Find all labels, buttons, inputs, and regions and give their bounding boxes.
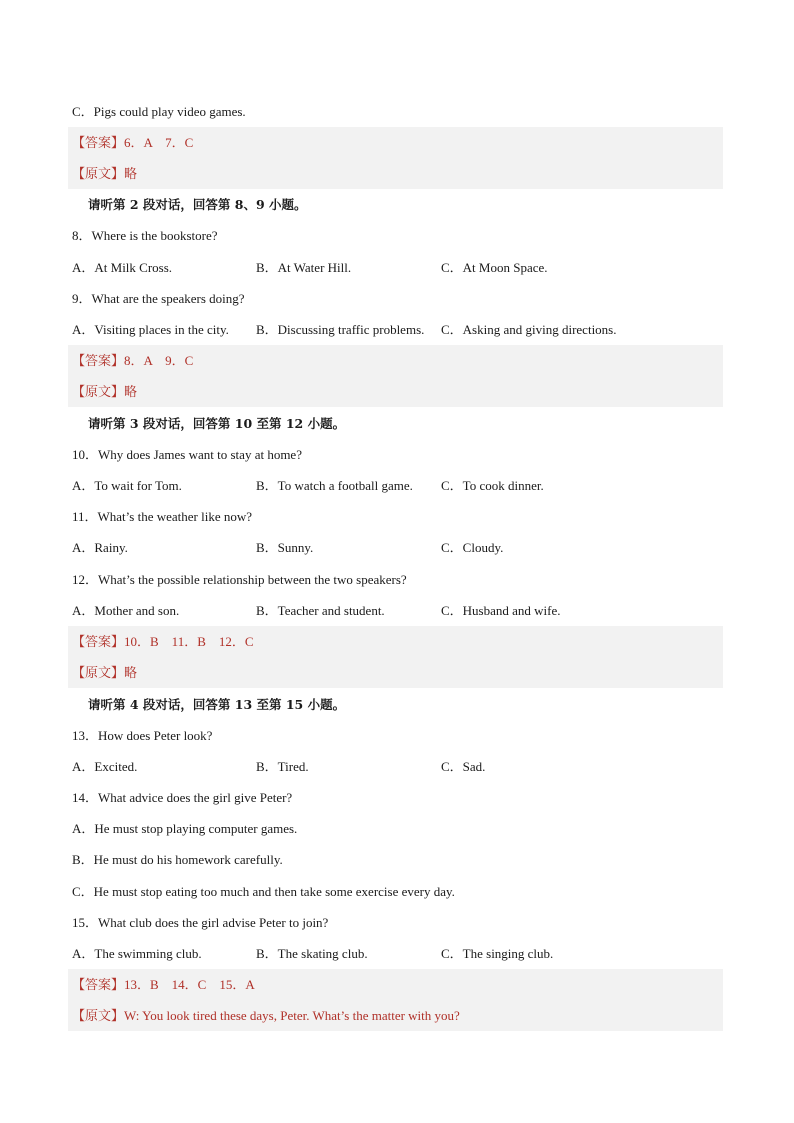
question-text: 9．What are the speakers doing? xyxy=(72,291,245,306)
option-b: B．Sunny. xyxy=(256,540,314,555)
option-a: A．Visiting places in the city. xyxy=(72,322,229,337)
source-tag: 【原文】 xyxy=(72,385,125,400)
source-text: 略 xyxy=(124,384,138,399)
question-text: 11．What’s the weather like now? xyxy=(72,509,253,524)
option-c: C．Husband and wife. xyxy=(441,603,561,618)
question-text: 13．How does Peter look? xyxy=(72,728,213,743)
section-heading: 请听第 4 段对话，回答第 13 至第 15 小题。 xyxy=(88,697,346,712)
option-a: A．At Milk Cross. xyxy=(72,260,173,275)
source-line xyxy=(72,382,722,402)
source-text: 略 xyxy=(124,166,138,181)
source-line xyxy=(72,1006,722,1026)
answer-text: 8．A 9．C xyxy=(124,353,194,368)
answer-text: 10．B 11．B 12．C xyxy=(124,634,254,649)
answer-line xyxy=(72,975,722,995)
option-a: A．The swimming club. xyxy=(72,946,202,961)
option-a: A．Rainy. xyxy=(72,540,128,555)
option-b: B．Teacher and student. xyxy=(256,603,385,618)
option-c: C．At Moon Space. xyxy=(441,260,548,275)
question-text: 12．What’s the possible relationship between the two speakers? xyxy=(72,572,407,587)
options-row xyxy=(72,757,722,777)
option-c: C．To cook dinner. xyxy=(441,478,544,493)
option-c: C．The singing club. xyxy=(441,946,554,961)
question-text: 15．What club does the girl advise Peter to join? xyxy=(72,915,329,930)
question-text: 14．What advice does the girl give Peter? xyxy=(72,790,293,805)
option-b: B．Tired. xyxy=(256,759,309,774)
option-b: B．The skating club. xyxy=(256,946,368,961)
source-tag: 【原文】 xyxy=(72,666,125,681)
source-text: W: You look tired these days, Peter. What’s the matter with you? xyxy=(124,1008,460,1023)
options-row xyxy=(72,944,722,964)
option-c: C．Sad. xyxy=(441,759,486,774)
options-row xyxy=(72,476,722,496)
options-row xyxy=(72,258,722,278)
option-c: C．Asking and giving directions. xyxy=(441,322,617,337)
source-line xyxy=(72,663,722,683)
option-c: C．Cloudy. xyxy=(441,540,504,555)
answer-text: 13．B 14．C 15．A xyxy=(124,977,255,992)
answer-line xyxy=(72,133,722,153)
options-row xyxy=(72,538,722,558)
source-text: 略 xyxy=(124,665,138,680)
answer-tag: 【答案】 xyxy=(72,978,125,993)
source-tag: 【原文】 xyxy=(72,167,125,182)
option-b: B．He must do his homework carefully. xyxy=(72,852,283,867)
option-c: C．He must stop eating too much and then take some exercise every day. xyxy=(72,884,455,899)
question-text: 10．Why does James want to stay at home? xyxy=(72,447,302,462)
option-b: B．At Water Hill. xyxy=(256,260,352,275)
options-row xyxy=(72,320,722,340)
option-a: A．To wait for Tom. xyxy=(72,478,182,493)
option-a: A．Excited. xyxy=(72,759,138,774)
option-c: C．Pigs could play video games. xyxy=(72,104,246,119)
option-a: A．He must stop playing computer games. xyxy=(72,821,298,836)
answer-tag: 【答案】 xyxy=(72,136,125,151)
options-row xyxy=(72,601,722,621)
option-b: B．To watch a football game. xyxy=(256,478,413,493)
option-b: B．Discussing traffic problems. xyxy=(256,322,425,337)
answer-text: 6．A 7．C xyxy=(124,135,194,150)
section-heading: 请听第 2 段对话，回答第 8、9 小题。 xyxy=(88,197,307,212)
source-tag: 【原文】 xyxy=(72,1009,125,1024)
section-heading: 请听第 3 段对话，回答第 10 至第 12 小题。 xyxy=(88,416,346,431)
question-text: 8．Where is the bookstore? xyxy=(72,228,218,243)
answer-line xyxy=(72,351,722,371)
source-line xyxy=(72,164,722,184)
answer-tag: 【答案】 xyxy=(72,354,125,369)
option-a: A．Mother and son. xyxy=(72,603,180,618)
answer-tag: 【答案】 xyxy=(72,635,125,650)
answer-line xyxy=(72,632,722,652)
